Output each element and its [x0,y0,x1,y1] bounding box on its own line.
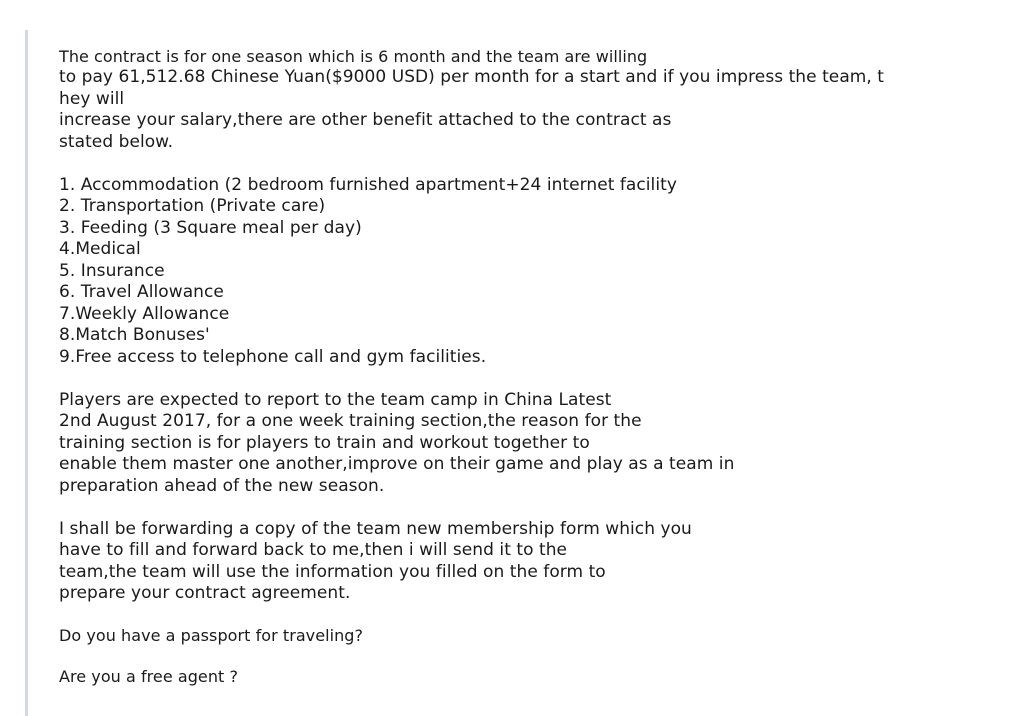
camp-paragraph [59,390,999,498]
quote-divider [25,30,28,716]
camp-line: training section is for players to train and workout together to [59,432,590,453]
passport-question: Do you have a passport for traveling? [59,625,364,645]
benefit-item: 9.Free access to telephone call and gym facilities. [59,346,487,367]
free-agent-question: Are you a free agent ? [59,667,239,686]
benefits-list [59,175,999,369]
form-line: prepare your contract agreement. [59,583,351,603]
benefit-item: 4.Medical [59,239,141,259]
form-line: team,the team will use the information you filled on the form to [59,561,606,582]
email-body [59,46,999,688]
benefit-item: 2. Transportation (Private care) [59,196,326,216]
camp-line: Players are expected to report to the team camp in China Latest [59,389,612,410]
benefit-item: 5. Insurance [59,260,165,281]
intro-line: The contract is for one season which is 6 month and the team are willing [59,47,648,66]
benefit-item: 8.Match Bonuses' [59,325,210,345]
intro-line: hey will [59,88,125,109]
form-line: I shall be forwarding a copy of the team new membership form which you [59,518,692,539]
benefit-item: 7.Weekly Allowance [59,303,230,324]
camp-line: 2nd August 2017, for a one week training section,the reason for the [59,411,642,431]
camp-line: enable them master one another,improve on their game and play as a team in [59,454,735,474]
intro-line: to pay 61,512.68 Chinese Yuan($9000 USD) per month for a start and if you impress the team, t [59,67,885,87]
intro-line: increase your salary,there are other benefit attached to the contract as [59,110,672,130]
form-paragraph [59,519,999,605]
intro-line: stated below. [59,131,174,152]
camp-line: preparation ahead of the new season. [59,475,385,496]
benefit-item: 1. Accommodation (2 bedroom furnished apartment+24 internet facility [59,174,677,195]
benefit-item: 3. Feeding (3 Square meal per day) [59,217,362,238]
benefit-item: 6. Travel Allowance [59,282,224,302]
form-line: have to fill and forward back to me,then i will send it to the [59,540,568,560]
